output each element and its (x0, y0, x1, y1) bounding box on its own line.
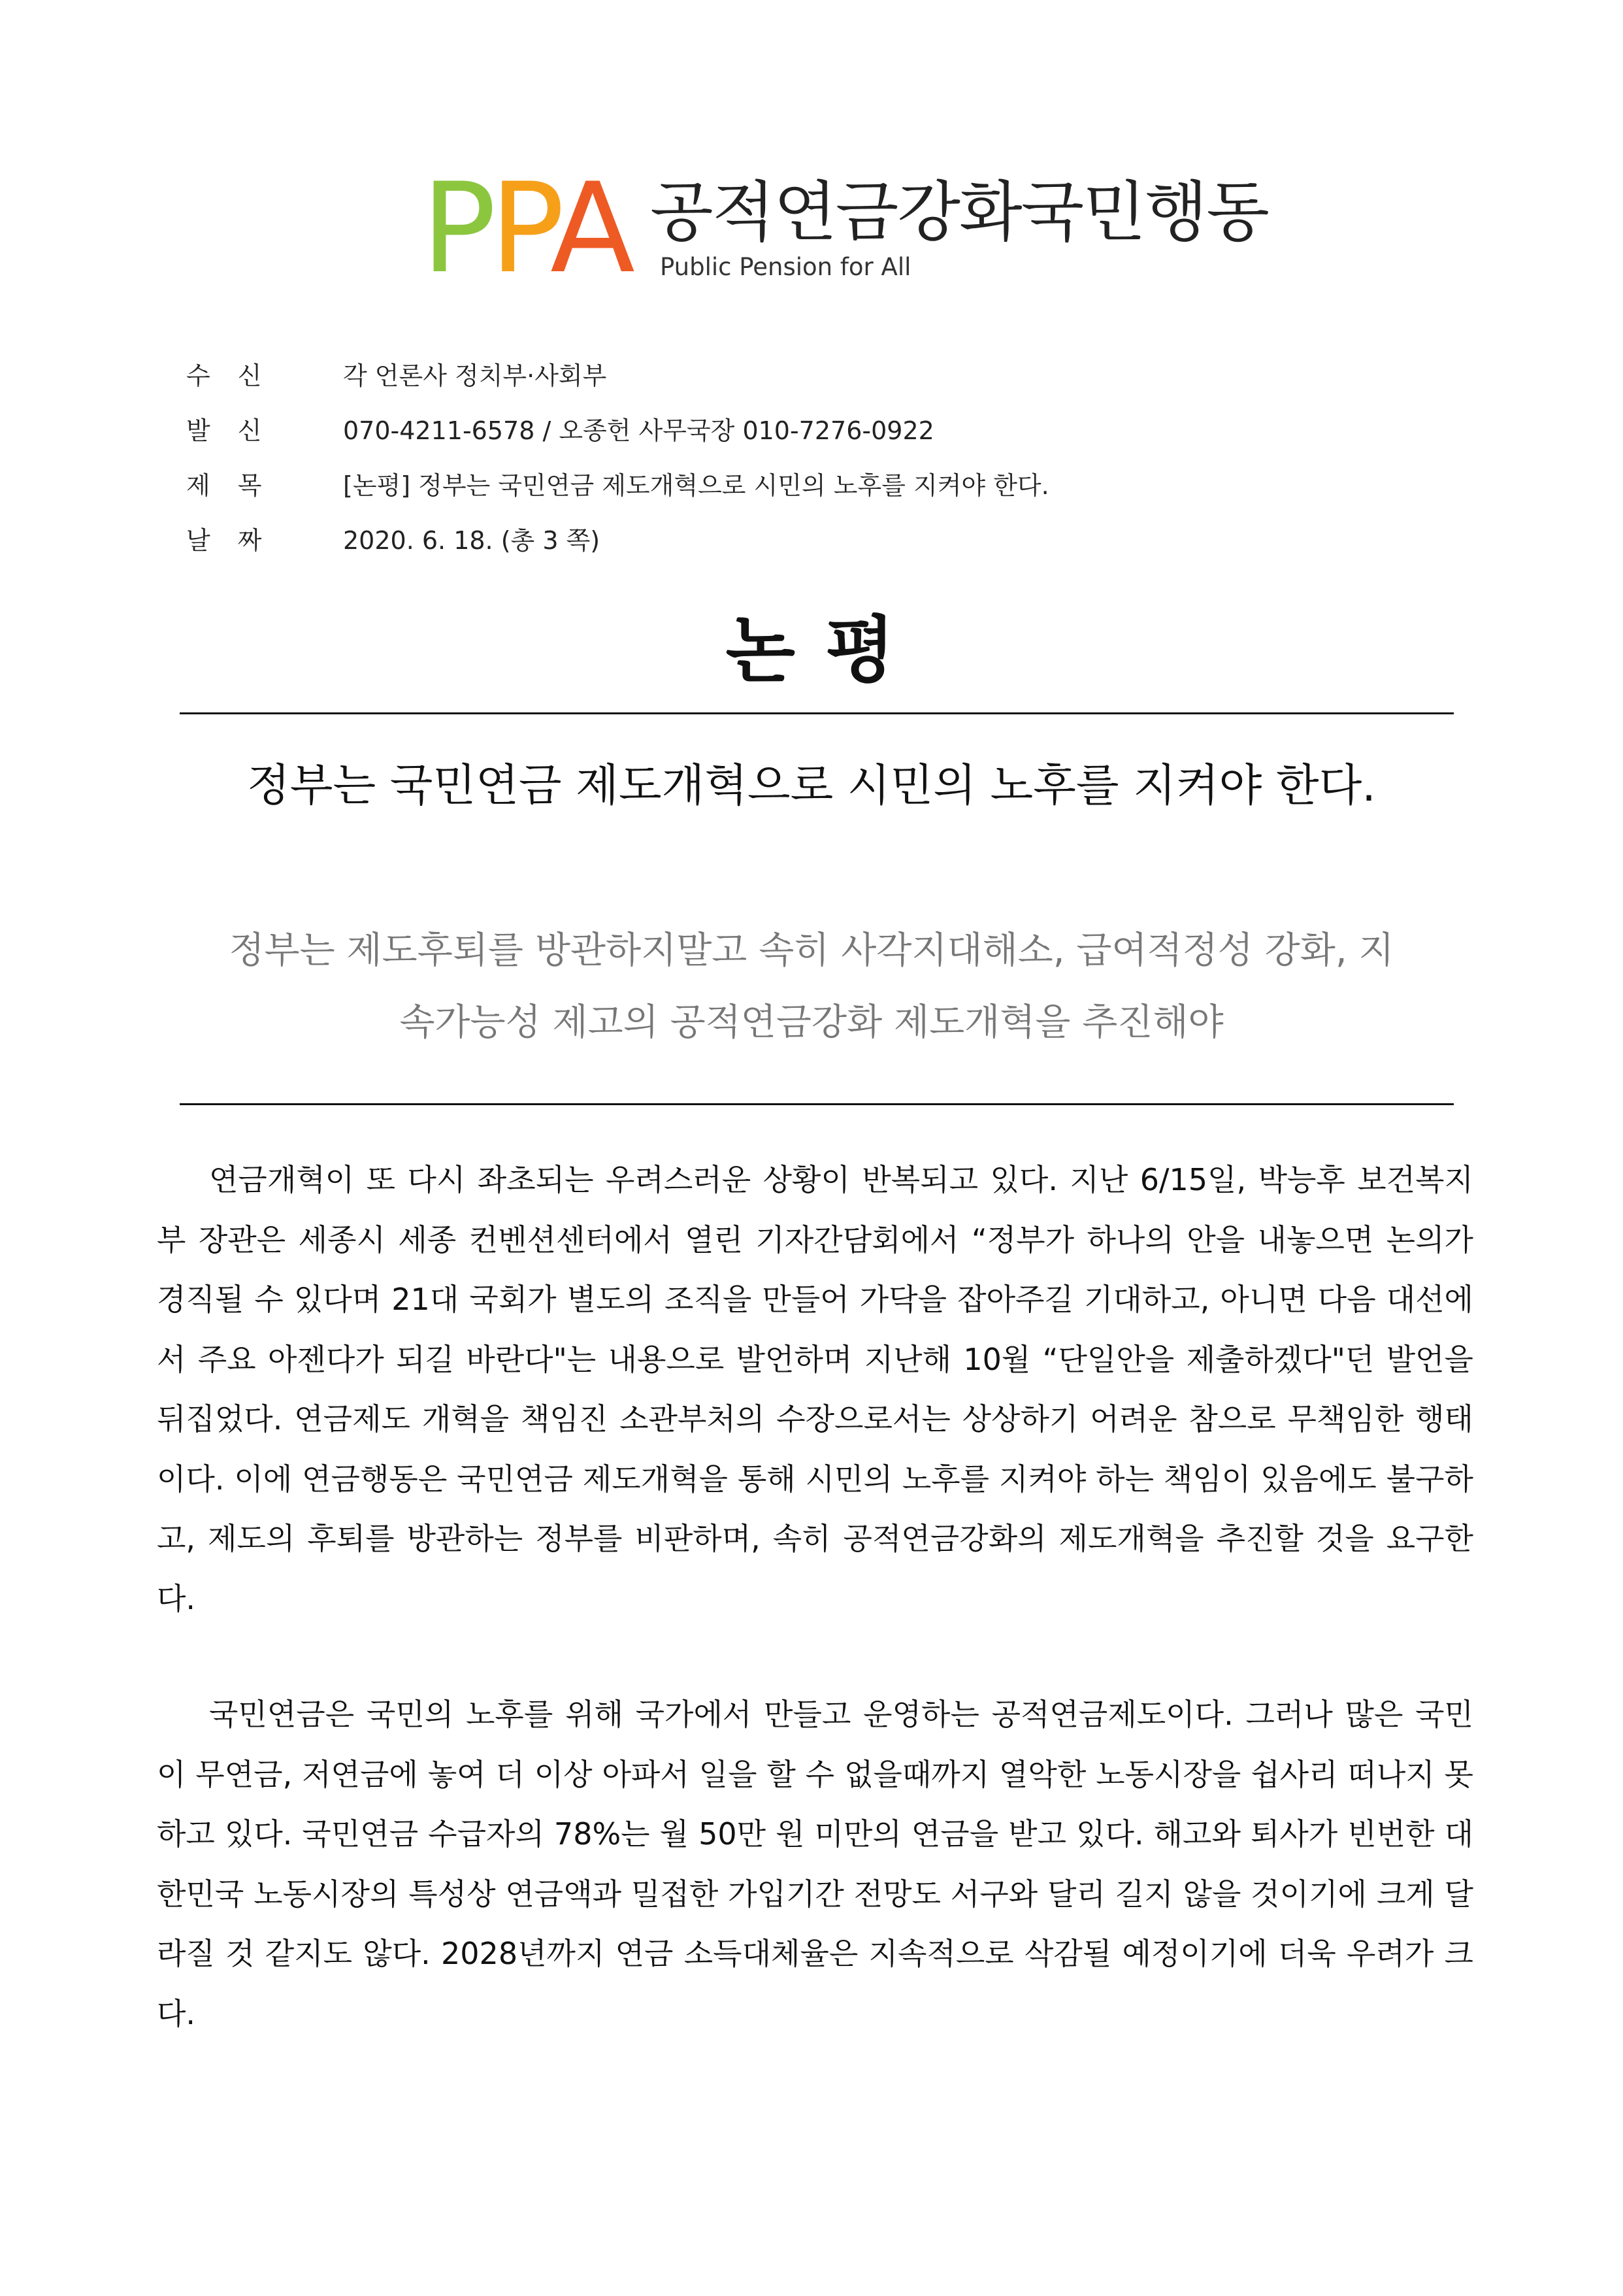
document-subtitle: 정부는 제도후퇴를 방관하지말고 속히 사각지대해소, 급여적정성 강화, 지속가능성 제고의 공적연금강화 제도개혁을 추진해야 (229, 929, 1394, 1044)
top-divider (180, 712, 1454, 714)
ppa-logo-mark: PPA (421, 156, 629, 301)
body-paragraph-1: 연금개혁이 또 다시 좌초되는 우려스러운 상황이 반복되고 있다. 지난 6/15일, 박능후 보건복지부 장관은 세종시 세종 컨벤션센터에서 열린 기자간담회에서 “정부가 하나의 안을 내놓으면 논의가 경직될 수 있다며 21대 국회가 별도의 조직을 만들어 가닥을 잡아주길 기대하고, 아니면 다음 대선에서 주요 아젠다가 되길 바란다"는 내용으로 발언하며 지난해 10월 “단일안을 제출하겠다"던 발언을 뒤집었다. 연금제도 개혁을 책임진 소관부처의 수장으로서는 상상하기 어려운 참으로 무책임한 행태이다. 이에 연금행동은 국민연금 제도개혁을 통해 시민의 노후를 지켜야 하는 책임이 있음에도 불구하고, 제도의 후퇴를 방관하는 정부를 비판하며, 속히 공적연금강화의 제도개혁을 추진할 것을 요구한다. (157, 1162, 1473, 1616)
body-paragraph-2: 국민연금은 국민의 노후를 위해 국가에서 만들고 운영하는 공적연금제도이다. 그러나 많은 국민이 무연금, 저연금에 놓여 더 이상 아파서 일을 할 수 없을때까지 열악한 노동시장을 쉽사리 떠나지 못하고 있다. 국민연금 수급자의 78%는 월 50만 원 미만의 연금을 받고 있다. 해고와 퇴사가 빈번한 대한민국 노동시장의 특성상 연금액과 밀접한 가입기간 전망도 서구와 달리 길지 않을 것이기에 크게 달라질 것 같지도 않다. 2028년까지 연금 소득대체율은 지속적으로 삭감될 예정이기에 더욱 우려가 크다. (157, 1697, 1473, 2031)
sender-label: 발신 (186, 416, 289, 445)
document-title: 정부는 국민연금 제도개혁으로 시민의 노후를 지켜야 한다. (247, 760, 1376, 812)
body-section-1 (157, 1150, 1473, 1629)
recipient-value: 각 언론사 정치부·사회부 (343, 361, 607, 390)
organization-name: 공적연금강화국민행동 (650, 174, 1268, 250)
organization-logo (421, 156, 1268, 301)
recipient-label: 수신 (186, 361, 289, 390)
date-value: 2020. 6. 18. (총 3 쪽) (343, 526, 600, 555)
date-label: 날짜 (186, 526, 289, 555)
document-type-heading: 논 평 (725, 608, 898, 692)
bottom-divider (180, 1103, 1454, 1105)
subject-label: 제목 (186, 471, 289, 500)
body-section-2 (157, 1685, 1473, 2044)
subject-value: [논평] 정부는 국민연금 제도개혁으로 시민의 노후를 지켜야 한다. (343, 471, 1049, 500)
organization-english-name: Public Pension for All (660, 253, 911, 281)
sender-value: 070-4211-6578 / 오종헌 사무국장 010-7276-0922 (343, 416, 934, 445)
